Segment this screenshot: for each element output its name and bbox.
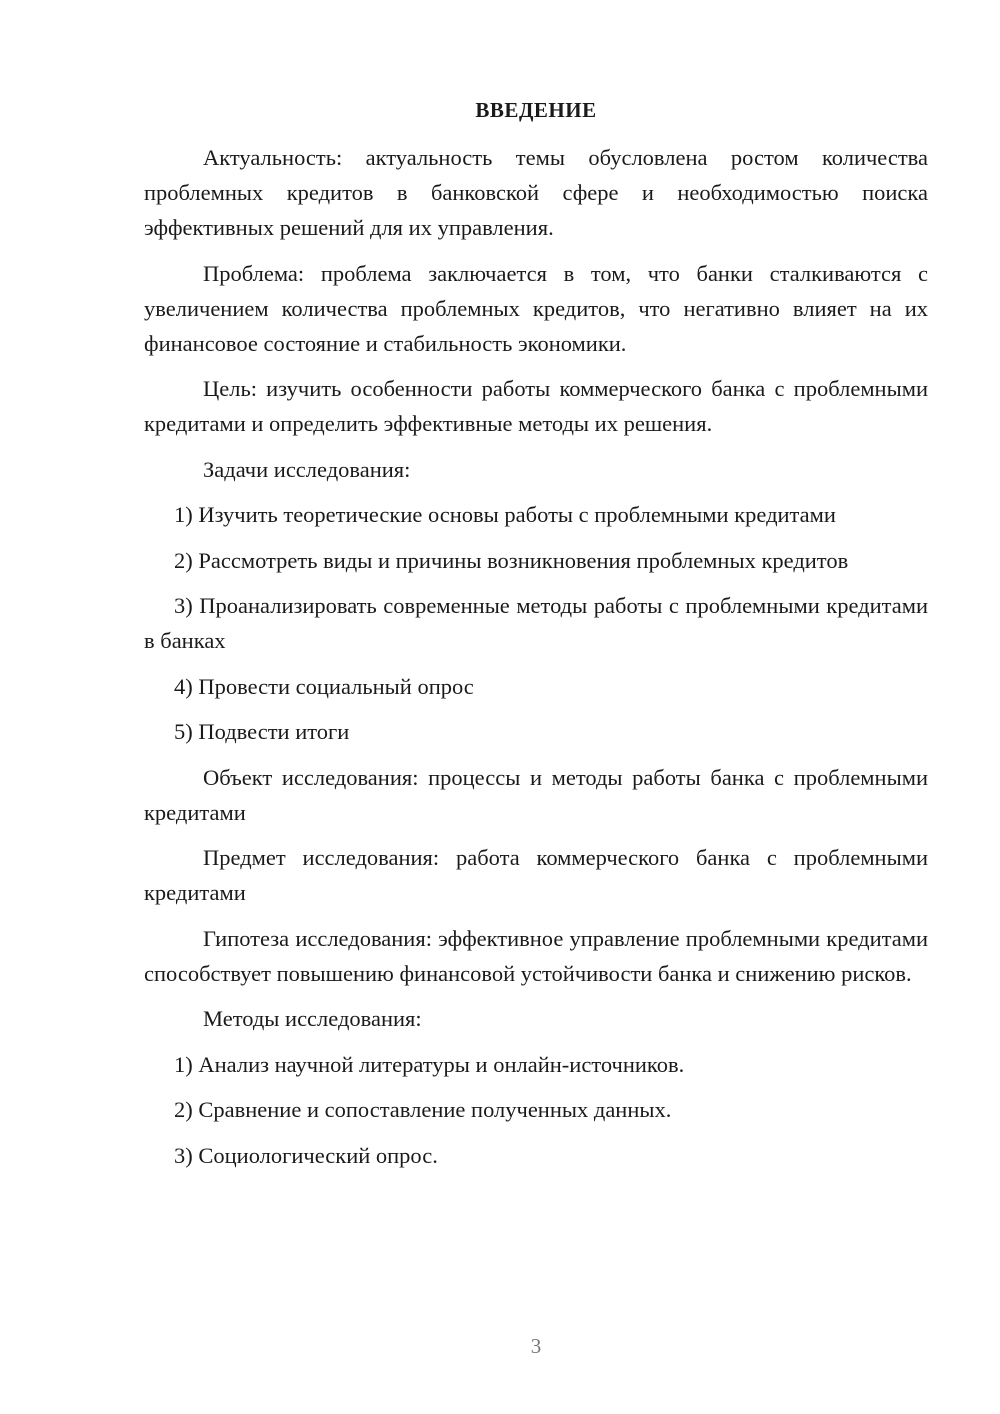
task-item-2: 2) Рассмотреть виды и причины возникновения проблемных кредитов xyxy=(174,547,849,573)
document-body xyxy=(144,140,928,1183)
task-item-5: 5) Подвести итоги xyxy=(174,719,350,744)
page-number: 3 xyxy=(530,1334,542,1358)
methods-heading: Методы исследования: xyxy=(203,1006,422,1031)
task-item-4: 4) Провести социальный опрос xyxy=(174,673,474,699)
method-item-2: 2) Сравнение и сопоставление полученных данных. xyxy=(174,1097,672,1122)
hypothesis-paragraph: Гипотеза исследования: эффективное управление проблемными кредитами способствует повышению финансовой устойчивости банка и снижению рисков. xyxy=(144,925,928,986)
problem-paragraph: Проблема: проблема заключается в том, что банки сталкиваются с увеличением количества проблемных кредитов, что негативно влияет на их финансовое состояние и стабильность экономики. xyxy=(144,260,928,356)
subject-paragraph: Предмет исследования: работа коммерческого банка с проблемными кредитами xyxy=(144,845,928,905)
method-item-1: 1) Анализ научной литературы и онлайн-источников. xyxy=(174,1051,685,1077)
goal-paragraph: Цель: изучить особенности работы коммерческого банка с проблемными кредитами и определить эффективные методы их решения. xyxy=(144,376,928,436)
task-item-3: 3) Проанализировать современные методы работы с проблемными кредитами в банках xyxy=(144,593,928,653)
relevance-paragraph: Актуальность: актуальность темы обусловлена ростом количества проблемных кредитов в банковской сфере и необходимостью поиска эффективных решений для их управления. xyxy=(144,145,928,240)
task-item-1: 1) Изучить теоретические основы работы с проблемными кредитами xyxy=(174,502,836,527)
page-title: ВВЕДЕНИЕ xyxy=(475,98,597,122)
method-item-3: 3) Социологический опрос. xyxy=(174,1142,438,1168)
tasks-heading: Задачи исследования: xyxy=(203,456,411,482)
object-paragraph: Объект исследования: процессы и методы работы банка с проблемными кредитами xyxy=(144,764,928,825)
